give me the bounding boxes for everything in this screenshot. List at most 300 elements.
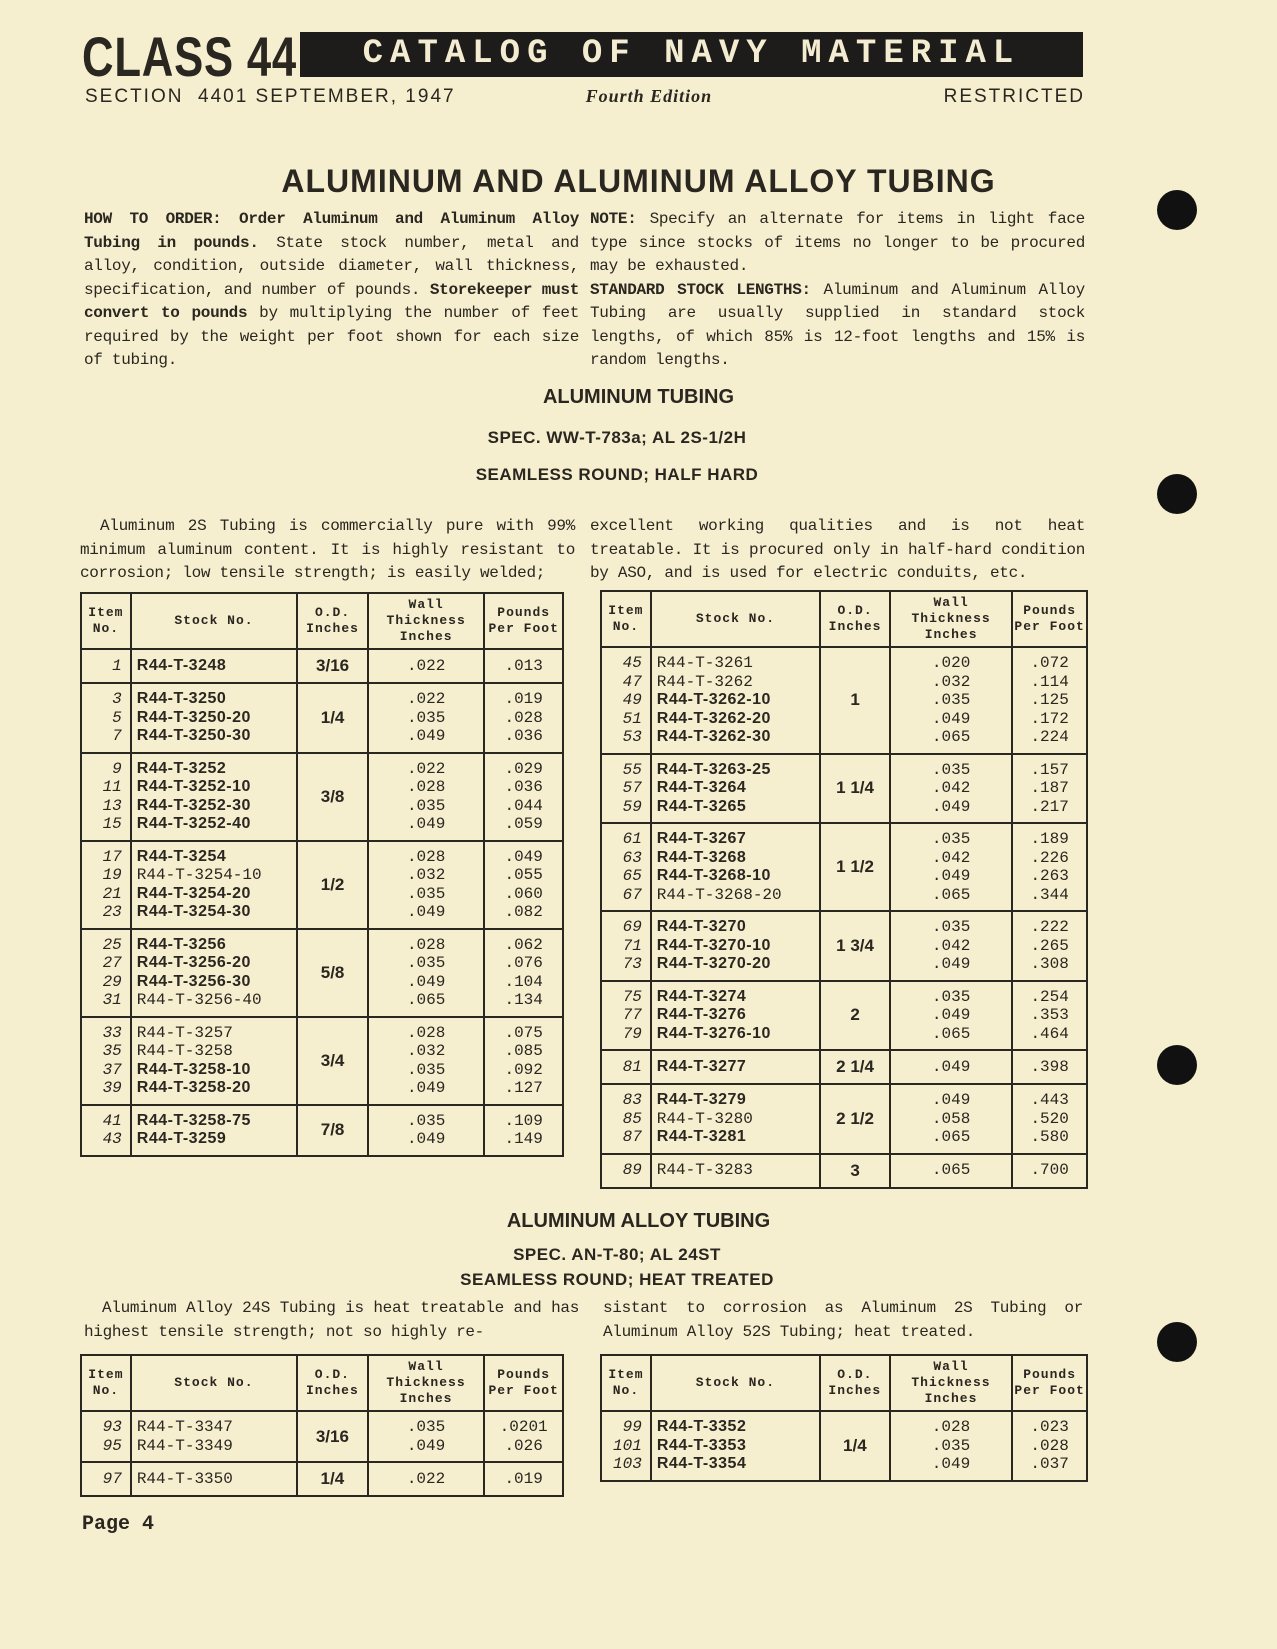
stock-number: R44-T-3256-30 — [136, 972, 251, 990]
pounds-per-foot: .076 — [504, 954, 543, 972]
item-number: 29 — [102, 972, 122, 991]
item-number: 41 — [102, 1111, 122, 1130]
stock-number: R44-T-3352 — [656, 1418, 747, 1435]
stock-number: R44-T-3259 — [136, 1130, 227, 1147]
ppf-cell — [1012, 1084, 1087, 1154]
table-row-group — [81, 1462, 563, 1496]
wall-thickness: .049 — [406, 972, 446, 991]
item-cell — [601, 1050, 651, 1084]
pounds-per-foot: .398 — [1030, 1057, 1069, 1076]
item-cell — [81, 841, 131, 929]
wall-thickness: .065 — [931, 1128, 971, 1146]
column-header-od: O.D. Inches — [297, 593, 368, 649]
wall-thickness: .049 — [406, 727, 446, 745]
wall-thickness: .035 — [406, 796, 446, 815]
wall-thickness: .022 — [406, 656, 446, 675]
wall-cell — [368, 1105, 484, 1156]
pounds-per-foot: .114 — [1030, 672, 1069, 691]
wall-thickness: .035 — [931, 760, 971, 779]
wall-thickness: .042 — [931, 936, 971, 955]
wall-cell — [890, 754, 1012, 824]
pounds-per-foot: .019 — [504, 1469, 543, 1488]
wall-cell — [368, 841, 484, 929]
od-cell: 5/8 — [297, 929, 368, 1017]
pounds-per-foot: .019 — [504, 690, 543, 708]
wall-thickness: .035 — [931, 691, 971, 709]
classification: RESTRICTED — [943, 86, 1085, 107]
od-cell: 2 1/2 — [820, 1084, 890, 1154]
note-label: NOTE: — [590, 210, 637, 228]
wall-cell — [890, 1050, 1012, 1084]
wall-thickness: .049 — [406, 1436, 446, 1455]
wall-cell — [890, 981, 1012, 1051]
column-header-item: Item No. — [81, 593, 131, 649]
item-number: 37 — [102, 1060, 122, 1079]
wall-thickness: .058 — [931, 1109, 971, 1128]
stock-number: R44-T-3268 — [656, 848, 747, 866]
stock-cell — [651, 911, 820, 981]
wall-thickness: .065 — [931, 1024, 971, 1043]
wall-thickness: .035 — [406, 1418, 446, 1436]
stock-cell — [651, 647, 820, 754]
table-row-group — [81, 929, 563, 1017]
table-row-group — [601, 1084, 1087, 1154]
item-cell — [601, 981, 651, 1051]
ppf-cell — [1012, 1154, 1087, 1188]
pounds-per-foot: .189 — [1030, 830, 1069, 848]
item-number: 77 — [622, 1006, 642, 1024]
wall-thickness: .049 — [406, 1079, 446, 1097]
item-number: 53 — [622, 728, 642, 746]
table-row-group — [81, 1411, 563, 1462]
stock-number: R44-T-3353 — [656, 1436, 747, 1454]
item-number: 69 — [622, 918, 642, 936]
wall-thickness: .049 — [931, 1006, 971, 1024]
pounds-per-foot: .700 — [1030, 1161, 1069, 1180]
table-row-group — [81, 1017, 563, 1105]
alloy-table-right — [600, 1354, 1088, 1482]
item-number: 87 — [622, 1128, 642, 1146]
pounds-per-foot: .520 — [1030, 1109, 1069, 1128]
stock-number: R44-T-3283 — [656, 1161, 753, 1180]
od-cell: 1/4 — [297, 1462, 368, 1496]
item-number: 55 — [622, 760, 642, 779]
wall-thickness: .035 — [931, 1436, 971, 1455]
how-to-order-text: State stock number, metal and alloy, condition, outside diameter, wall thickness, specification, and number of pounds. — [84, 233, 579, 299]
column-header-wall: Wall Thickness Inches — [890, 591, 1012, 647]
pounds-per-foot: .075 — [504, 1023, 543, 1042]
column-header-wall: Wall Thickness Inches — [890, 1355, 1012, 1411]
stock-number: R44-T-3250-30 — [136, 727, 251, 744]
wall-cell — [368, 1411, 485, 1462]
item-cell — [601, 911, 651, 981]
stock-number: R44-T-3262-30 — [656, 728, 771, 745]
item-number: 101 — [613, 1436, 642, 1455]
item-number: 93 — [102, 1418, 122, 1436]
pounds-per-foot: .062 — [504, 935, 543, 954]
table-row-group — [601, 1154, 1087, 1188]
item-number: 73 — [622, 955, 642, 973]
ppf-cell — [484, 929, 563, 1017]
table-row-group — [81, 649, 563, 683]
wall-thickness: .032 — [931, 672, 971, 691]
item-cell — [601, 823, 651, 911]
column-header-ppf: Pounds Per Foot — [1012, 591, 1087, 647]
wall-thickness: .049 — [406, 903, 446, 921]
pounds-per-foot: .263 — [1030, 867, 1069, 885]
wall-cell — [890, 823, 1012, 911]
wall-thickness: .049 — [931, 797, 971, 816]
column-header-od: O.D. Inches — [820, 1355, 890, 1411]
wall-cell — [368, 683, 484, 753]
item-cell — [81, 1017, 131, 1105]
od-cell: 3/4 — [297, 1017, 368, 1105]
pounds-per-foot: .265 — [1030, 936, 1069, 955]
item-number: 31 — [102, 991, 122, 1009]
item-number: 25 — [102, 935, 122, 954]
wall-thickness: .035 — [931, 830, 971, 848]
pounds-per-foot: .059 — [504, 815, 543, 833]
table-row-group — [601, 981, 1087, 1051]
aluminum-desc-left: Aluminum 2S Tubing is commercially pure with 99% minimum aluminum content. It is highly resistant to corrosion; low tensile strength; is easily welded; — [80, 517, 575, 582]
stock-number: R44-T-3258-10 — [136, 1060, 251, 1078]
wall-thickness: .035 — [406, 1111, 446, 1130]
wall-thickness: .028 — [406, 847, 446, 866]
wall-thickness: .065 — [406, 991, 446, 1009]
item-number: 3 — [112, 690, 122, 708]
item-cell — [81, 683, 131, 753]
how-to-order-label: HOW TO ORDER: — [84, 210, 222, 228]
note-paragraph — [590, 208, 1085, 373]
wall-thickness: .032 — [406, 866, 446, 884]
section-line — [85, 86, 1085, 108]
ppf-cell — [1012, 647, 1087, 754]
wall-thickness: .028 — [406, 1023, 446, 1042]
item-cell — [81, 1462, 131, 1496]
stock-number: R44-T-3354 — [656, 1455, 747, 1472]
pounds-per-foot: .157 — [1030, 760, 1069, 779]
header-row — [601, 591, 1087, 647]
header-row — [601, 1355, 1087, 1411]
table-row-group — [601, 1411, 1087, 1481]
table-row-group — [81, 683, 563, 753]
table-row-group — [601, 647, 1087, 754]
od-cell: 1 3/4 — [820, 911, 890, 981]
stock-number: R44-T-3349 — [136, 1436, 233, 1455]
pounds-per-foot: .072 — [1030, 654, 1069, 672]
column-header-stock: Stock No. — [131, 1355, 297, 1411]
item-number: 35 — [102, 1042, 122, 1060]
wall-thickness: .042 — [931, 779, 971, 797]
ppf-cell — [484, 1411, 563, 1462]
column-header-od: O.D. Inches — [297, 1355, 368, 1411]
stock-number: R44-T-3268-10 — [656, 867, 771, 884]
wall-thickness: .049 — [931, 955, 971, 973]
item-number: 95 — [102, 1436, 122, 1455]
stock-number: R44-T-3254-10 — [136, 866, 262, 884]
item-number: 43 — [102, 1130, 122, 1148]
column-header-wall: Wall Thickness Inches — [368, 593, 484, 649]
stock-number: R44-T-3263-25 — [656, 760, 771, 778]
wall-thickness: .049 — [406, 815, 446, 833]
stock-number: R44-T-3268-20 — [656, 885, 782, 904]
page-title: ALUMINUM AND ALUMINUM ALLOY TUBING — [281, 163, 996, 199]
item-number: 39 — [102, 1079, 122, 1097]
storekeeper-bold: Storekeeper must convert to pounds — [84, 280, 580, 322]
table-row-group — [601, 1050, 1087, 1084]
pounds-per-foot: .044 — [504, 796, 543, 815]
aluminum-form: SEAMLESS ROUND; HALF HARD — [475, 465, 759, 484]
ppf-cell — [1012, 754, 1087, 824]
wall-thickness: .035 — [406, 1060, 446, 1079]
stock-number: R44-T-3276 — [656, 1006, 747, 1023]
pounds-per-foot: .036 — [504, 778, 543, 796]
item-number: 83 — [622, 1091, 642, 1109]
stock-number: R44-T-3252-40 — [136, 815, 251, 832]
wall-cell — [368, 1462, 485, 1496]
stock-number: R44-T-3250-20 — [136, 708, 251, 726]
pounds-per-foot: .149 — [504, 1130, 543, 1148]
stock-number: R44-T-3270 — [656, 918, 747, 935]
item-number: 65 — [622, 867, 642, 885]
pounds-per-foot: .092 — [504, 1060, 543, 1079]
wall-thickness: .035 — [406, 954, 446, 972]
wall-thickness: .065 — [931, 728, 971, 746]
table-row-group — [601, 754, 1087, 824]
wall-thickness: .022 — [406, 690, 446, 708]
catalog-title-bar: CATALOG OF NAVY MATERIAL — [300, 32, 1083, 77]
stock-cell — [131, 1411, 297, 1462]
ppf-cell — [1012, 1050, 1087, 1084]
stock-number: R44-T-3254-30 — [136, 903, 251, 920]
stock-number: R44-T-3252 — [136, 759, 227, 777]
column-header-ppf: Pounds Per Foot — [484, 593, 563, 649]
column-header-ppf: Pounds Per Foot — [484, 1355, 563, 1411]
item-number: 11 — [102, 778, 122, 796]
stock-number: R44-T-3256-20 — [136, 954, 251, 971]
alloy-desc-left: Aluminum Alloy 24S Tubing is heat treatable and has highest tensile strength; not so highly re- — [84, 1299, 579, 1341]
pounds-per-foot: .353 — [1030, 1006, 1069, 1024]
pounds-per-foot: .082 — [504, 903, 543, 921]
pounds-per-foot: .125 — [1030, 691, 1069, 709]
column-header-stock: Stock No. — [651, 1355, 820, 1411]
stock-number: R44-T-3270-10 — [656, 936, 771, 954]
item-number: 19 — [102, 866, 122, 884]
stock-cell — [651, 1411, 820, 1481]
pounds-per-foot: .443 — [1030, 1091, 1069, 1109]
stock-cell — [131, 1105, 297, 1156]
item-number: 13 — [102, 796, 122, 815]
item-cell — [81, 1105, 131, 1156]
binder-hole — [1157, 190, 1197, 230]
item-number: 45 — [622, 654, 642, 672]
item-number: 17 — [102, 847, 122, 866]
wall-thickness: .065 — [931, 885, 971, 904]
stock-number: R44-T-3280 — [656, 1109, 753, 1128]
pounds-per-foot: .029 — [504, 759, 543, 778]
item-number: 75 — [622, 987, 642, 1006]
stock-cell — [131, 929, 297, 1017]
ppf-cell — [484, 841, 563, 929]
stock-number: R44-T-3281 — [656, 1128, 747, 1145]
alloy-form: SEAMLESS ROUND; HEAT TREATED — [460, 1270, 774, 1289]
od-cell: 1/4 — [820, 1411, 890, 1481]
table-row-group — [81, 841, 563, 929]
alloy-table-left — [80, 1354, 564, 1497]
stock-cell — [131, 1017, 297, 1105]
ppf-cell — [484, 1462, 563, 1496]
item-number: 59 — [622, 797, 642, 816]
stock-number: R44-T-3254-20 — [136, 884, 251, 902]
stock-number: R44-T-3256 — [136, 935, 227, 953]
item-cell — [81, 1411, 131, 1462]
wall-thickness: .049 — [931, 1091, 971, 1109]
wall-cell — [890, 1154, 1012, 1188]
stock-number: R44-T-3274 — [656, 987, 747, 1005]
item-cell — [601, 1411, 651, 1481]
item-number: 33 — [102, 1023, 122, 1042]
wall-thickness: .065 — [931, 1161, 971, 1180]
od-cell: 1 1/2 — [820, 823, 890, 911]
item-number: 103 — [613, 1455, 642, 1473]
wall-thickness: .035 — [406, 884, 446, 903]
item-number: 51 — [622, 709, 642, 728]
od-cell: 3/16 — [297, 649, 368, 683]
od-cell: 3/16 — [297, 1411, 368, 1462]
column-header-item: Item No. — [81, 1355, 131, 1411]
class-label: CLASS 44 — [82, 25, 297, 88]
wall-thickness: .049 — [931, 1455, 971, 1473]
item-cell — [81, 649, 131, 683]
pounds-per-foot: .127 — [504, 1079, 543, 1097]
pounds-per-foot: .055 — [504, 866, 543, 884]
wall-thickness: .028 — [406, 935, 446, 954]
binder-hole — [1157, 1322, 1197, 1362]
table-row-group — [81, 753, 563, 841]
stock-cell — [131, 683, 297, 753]
binder-hole — [1157, 474, 1197, 514]
od-cell: 7/8 — [297, 1105, 368, 1156]
aluminum-heading: ALUMINUM TUBING — [542, 386, 735, 408]
wall-thickness: .022 — [406, 1469, 446, 1488]
pounds-per-foot: .104 — [504, 972, 543, 991]
aluminum-table-left — [80, 592, 564, 1157]
stock-cell — [651, 1154, 820, 1188]
ppf-cell — [1012, 1411, 1087, 1481]
pounds-per-foot: .464 — [1030, 1024, 1069, 1043]
stock-number: R44-T-3258-75 — [136, 1111, 251, 1129]
wall-cell — [368, 753, 484, 841]
wall-thickness: .020 — [931, 654, 971, 672]
stock-cell — [651, 754, 820, 824]
item-number: 27 — [102, 954, 122, 972]
header-row — [81, 593, 563, 649]
lengths-label: STANDARD STOCK LENGTHS: — [590, 280, 811, 299]
wall-thickness: .035 — [406, 708, 446, 727]
item-number: 9 — [112, 759, 122, 778]
wall-thickness: .022 — [406, 759, 446, 778]
wall-thickness: .049 — [931, 867, 971, 885]
item-number: 23 — [102, 903, 122, 921]
wall-thickness: .035 — [931, 918, 971, 936]
item-number: 63 — [622, 848, 642, 867]
pounds-per-foot: .134 — [504, 991, 543, 1009]
stock-cell — [651, 823, 820, 911]
item-number: 85 — [622, 1109, 642, 1128]
wall-thickness: .049 — [931, 709, 971, 728]
wall-cell — [368, 1017, 484, 1105]
ppf-cell — [484, 1017, 563, 1105]
stock-number: R44-T-3265 — [656, 797, 747, 815]
wall-thickness: .035 — [931, 987, 971, 1006]
stock-number: R44-T-3270-20 — [656, 955, 771, 972]
item-cell — [81, 929, 131, 1017]
stock-cell — [131, 841, 297, 929]
od-cell: 1 — [820, 647, 890, 754]
stock-number: R44-T-3250 — [136, 690, 227, 707]
wall-cell — [368, 929, 484, 1017]
ppf-cell — [484, 753, 563, 841]
od-cell: 2 — [820, 981, 890, 1051]
od-cell: 3 — [820, 1154, 890, 1188]
wall-cell — [890, 1411, 1012, 1481]
column-header-od: O.D. Inches — [820, 591, 890, 647]
pounds-per-foot: .023 — [1030, 1418, 1069, 1436]
od-cell: 2 1/4 — [820, 1050, 890, 1084]
stock-cell — [131, 649, 297, 683]
stock-number: R44-T-3256-40 — [136, 991, 262, 1009]
column-header-stock: Stock No. — [651, 591, 820, 647]
pounds-per-foot: .013 — [504, 656, 543, 675]
pounds-per-foot: .109 — [504, 1111, 543, 1130]
od-cell: 3/8 — [297, 753, 368, 841]
item-cell — [81, 753, 131, 841]
stock-number: R44-T-3262-10 — [656, 691, 771, 708]
wall-thickness: .028 — [931, 1418, 971, 1436]
pounds-per-foot: .036 — [504, 727, 543, 745]
pounds-per-foot: .254 — [1030, 987, 1069, 1006]
how-to-order-bold: Order Aluminum and Aluminum Alloy Tubing in pounds. — [84, 210, 580, 252]
pounds-per-foot: .580 — [1030, 1128, 1069, 1146]
aluminum-table-right — [600, 590, 1088, 1189]
stock-number: R44-T-3277 — [656, 1057, 747, 1075]
pounds-per-foot: .060 — [504, 884, 543, 903]
pounds-per-foot: .187 — [1030, 779, 1069, 797]
item-cell — [601, 754, 651, 824]
stock-number: R44-T-3261 — [656, 654, 753, 672]
item-number: 57 — [622, 779, 642, 797]
ppf-cell — [484, 649, 563, 683]
ppf-cell — [1012, 981, 1087, 1051]
od-cell: 1/4 — [297, 683, 368, 753]
stock-cell — [651, 981, 820, 1051]
table-row-group — [81, 1105, 563, 1156]
pounds-per-foot: .085 — [504, 1042, 543, 1060]
pounds-per-foot: .226 — [1030, 848, 1069, 867]
item-number: 79 — [622, 1024, 642, 1043]
pounds-per-foot: .0201 — [499, 1418, 548, 1436]
pounds-per-foot: .026 — [504, 1436, 543, 1455]
header-row — [81, 1355, 563, 1411]
pounds-per-foot: .172 — [1030, 709, 1069, 728]
ppf-cell — [484, 683, 563, 753]
item-cell — [601, 1154, 651, 1188]
stock-number: R44-T-3279 — [656, 1091, 747, 1108]
aluminum-desc-right: excellent working qualities and is not heat treatable. It is procured only in half-hard condition by ASO, and is used for electric conduits, etc. — [590, 517, 1085, 582]
wall-cell — [890, 647, 1012, 754]
ppf-cell — [484, 1105, 563, 1156]
item-number: 7 — [112, 727, 122, 745]
